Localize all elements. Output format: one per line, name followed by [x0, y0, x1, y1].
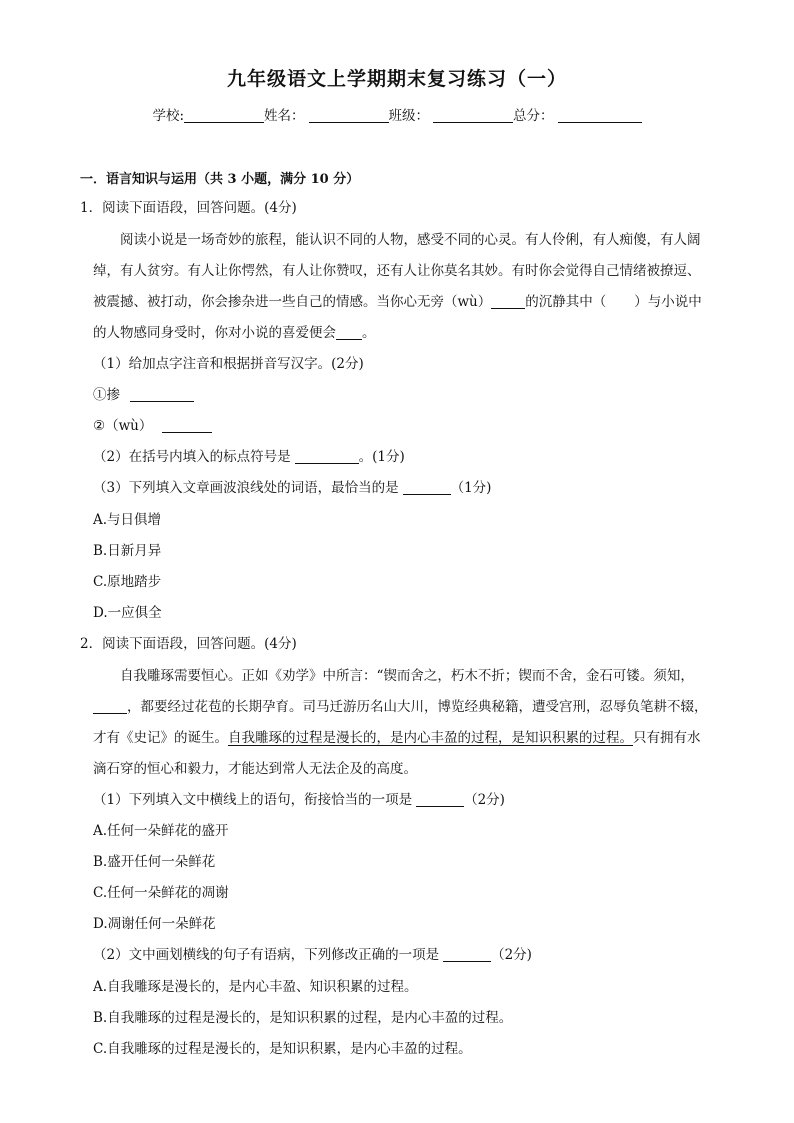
name-blank[interactable]	[309, 108, 389, 123]
q2-sub2-text: （2）文中画划横线的句子有语病，下列修改正确的一项是	[93, 947, 440, 963]
q1-sub2-text: （2）在括号内填入的标点符号是	[93, 449, 291, 465]
q2-sub1	[93, 791, 505, 809]
q1-text: 。	[362, 325, 376, 341]
page-title: 九年级语文上学期期末复习练习（一）	[226, 68, 567, 90]
wavy-line-blank[interactable]	[336, 325, 362, 340]
underlined-sentence: 自我雕琢的过程是漫长的，是内心丰盈的过程，是知识积累的过程。	[228, 730, 633, 746]
q1-prompt: 1．阅读下面语段，回答问题。(4分)	[80, 200, 297, 216]
q1-text: 的人物感同身受时，你对小说的喜爱便会	[93, 325, 336, 341]
answer-blank[interactable]	[295, 449, 359, 464]
q2-paragraph-line	[93, 729, 701, 747]
student-info-line	[0, 104, 794, 124]
q2-paragraph-line: 滴石穿的恒心和毅力，才能达到常人无法企及的高度。	[93, 761, 417, 777]
class-blank[interactable]	[433, 108, 513, 123]
school-label: 学校:	[152, 108, 185, 124]
answer-blank[interactable]	[130, 387, 194, 402]
name-label: 姓名：	[264, 108, 305, 124]
q1-sub1-item	[93, 417, 212, 435]
q2-prompt: 2．阅读下面语段，回答问题。(4分)	[80, 636, 297, 652]
q1-text: 的沉静其中（	[525, 294, 607, 310]
option-item[interactable]: D.一应俱全	[93, 605, 162, 621]
q1-sub1-b: ②（wù）	[93, 418, 153, 434]
answer-blank[interactable]	[443, 947, 491, 962]
pinyin-blank[interactable]	[491, 294, 525, 309]
option-item[interactable]: B.日新月异	[93, 543, 162, 559]
option-item[interactable]: A.自我雕琢是漫长的，是内心丰盈、知识积累的过程。	[93, 979, 418, 995]
section-heading: 一．语言知识与运用（共 3 小题，满分 10 分）	[80, 172, 360, 187]
option-item[interactable]: C.任何一朵鲜花的凋谢	[93, 885, 229, 901]
q2-text: ，都要经过花苞的长期孕育。司马迁游历名山大川，博览经典秘籍，遭受宫刑，忍辱负笔耕不辍，	[127, 699, 708, 715]
q1-text: 被震撼、被打动，你会掺杂进一些自己的情感。当你心无旁（wù）	[93, 294, 492, 310]
q1-paragraph-line: 阅读小说是一场奇妙的旅程，能认识不同的人物，感受不同的心灵。有人伶俐，有人痴傻，有人阔	[120, 232, 701, 248]
score-blank[interactable]	[558, 108, 642, 123]
q2-paragraph-line	[93, 698, 708, 716]
q1-sub3	[93, 479, 491, 497]
q2-text: 只有拥有水	[633, 730, 701, 746]
q2-sub1-text: （1）下列填入文中横线上的语句，衔接恰当的一项是	[93, 792, 413, 808]
q2-text: 才有《史记》的诞生。	[93, 730, 228, 746]
option-item[interactable]: A.与日俱增	[93, 512, 162, 528]
q1-sub2-end: 。(1分)	[358, 449, 405, 465]
option-item[interactable]: D.凋谢任何一朵鲜花	[93, 916, 216, 932]
q2-sub2	[93, 946, 532, 964]
score-label: 总分：	[513, 108, 554, 124]
q1-paragraph-line: 绰，有人贫穷。有人让你愕然，有人让你赞叹，还有人让你莫名其妙。有时你会觉得自己情绪被撩逗、	[93, 263, 701, 279]
q1-sub3-end: （1分)	[450, 480, 492, 496]
q2-sub1-end: （2分)	[464, 792, 505, 808]
q1-paragraph-line	[93, 324, 376, 342]
q1-text: ）与小说中	[634, 294, 702, 310]
q1-paragraph-line	[93, 293, 702, 311]
q1-sub1: （1）给加点字注音和根据拼音写汉字。(2分)	[93, 356, 364, 372]
q2-paragraph-line: 自我雕琢需要恒心。正如《劝学》中所言：“锲而舍之，朽木不折；锲而不舍，金石可镂。须知，	[120, 668, 694, 684]
answer-blank[interactable]	[162, 418, 212, 433]
q1-sub2	[93, 448, 405, 466]
option-item[interactable]: C.自我雕琢的过程是漫长的，是知识积累，是内心丰盈的过程。	[93, 1041, 472, 1057]
class-label: 班级：	[388, 108, 430, 124]
answer-blank[interactable]	[93, 699, 127, 714]
q1-sub1-a: ①掺	[93, 387, 120, 403]
school-blank[interactable]	[184, 108, 264, 123]
q1-sub3-text: （3）下列填入文章画波浪线处的词语，最恰当的是	[93, 480, 399, 496]
answer-blank[interactable]	[403, 480, 451, 495]
option-item[interactable]: B.自我雕琢的过程是漫长的，是知识积累的过程，是内心丰盈的过程。	[93, 1010, 513, 1026]
option-item[interactable]: A.任何一朵鲜花的盛开	[93, 823, 229, 839]
q1-sub1-item	[93, 386, 194, 404]
q2-sub2-end: （2分)	[491, 947, 532, 963]
answer-blank[interactable]	[416, 792, 464, 807]
option-item[interactable]: C.原地踏步	[93, 574, 162, 590]
option-item[interactable]: B.盛开任何一朵鲜花	[93, 854, 216, 870]
